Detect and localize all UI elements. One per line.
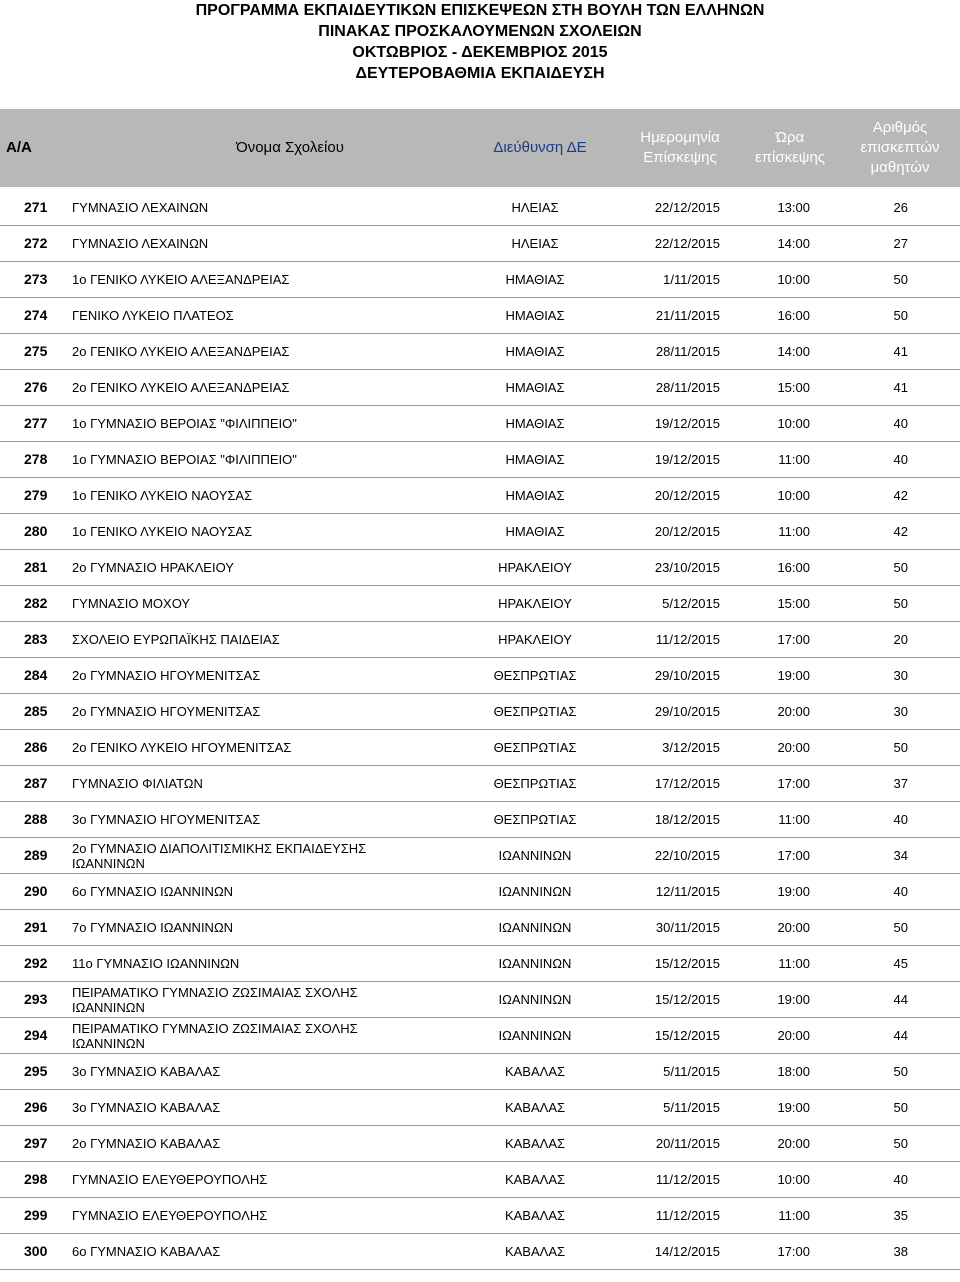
visit-date: 15/12/2015	[654, 956, 720, 971]
row-number: 284	[24, 667, 48, 683]
school-name: 1ο ΓΥΜΝΑΣΙΟ ΒΕΡΟΙΑΣ "ΦΙΛΙΠΠΕΙΟ"	[72, 416, 297, 431]
visit-date: 29/10/2015	[654, 704, 720, 719]
visitor-count: 42	[893, 488, 908, 503]
visit-date: 22/10/2015	[654, 848, 720, 863]
visit-date: 11/12/2015	[655, 1208, 720, 1223]
table-row	[0, 694, 960, 730]
row-number: 295	[24, 1063, 48, 1079]
row-number: 291	[24, 919, 48, 935]
row-number: 299	[24, 1207, 48, 1223]
table-row	[0, 766, 960, 802]
directorate: ΚΑΒΑΛΑΣ	[504, 1172, 566, 1187]
visitor-count: 40	[893, 884, 908, 899]
visitor-count: 44	[893, 992, 908, 1007]
visit-time: 11:00	[778, 956, 810, 971]
school-name: 1ο ΓΕΝΙΚΟ ΛΥΚΕΙΟ ΑΛΕΞΑΝΔΡΕΙΑΣ	[72, 272, 290, 287]
directorate: ΗΛΕΙΑΣ	[511, 236, 559, 251]
school-name: ΓΥΜΝΑΣΙΟ ΜΟΧΟΥ	[72, 596, 191, 611]
row-number: 274	[24, 307, 48, 323]
row-number: 290	[24, 883, 48, 899]
visitor-count: 41	[893, 380, 908, 395]
school-name: 2ο ΓΕΝΙΚΟ ΛΥΚΕΙΟ ΗΓΟΥΜΕΝΙΤΣΑΣ	[72, 740, 292, 755]
table-row	[0, 406, 960, 442]
visit-time: 17:00	[777, 1244, 810, 1259]
row-number: 294	[24, 1027, 48, 1043]
directorate: ΙΩΑΝΝΙΝΩΝ	[498, 1028, 572, 1043]
school-name: 6ο ΓΥΜΝΑΣΙΟ ΙΩΑΝΝΙΝΩΝ	[72, 884, 234, 899]
visitor-count: 50	[893, 1136, 908, 1151]
visit-time: 11:00	[778, 452, 810, 467]
visit-time: 17:00	[777, 776, 810, 791]
directorate: ΙΩΑΝΝΙΝΩΝ	[498, 992, 572, 1007]
visitor-count: 27	[893, 236, 908, 251]
visit-time: 20:00	[777, 920, 810, 935]
table-row	[0, 1162, 960, 1198]
school-name: 2ο ΓΥΜΝΑΣΙΟ ΔΙΑΠΟΛΙΤΙΣΜΙΚΗΣ ΕΚΠΑΙΔΕΥΣΗΣ ΙΩΑΝΝΙΝΩΝ	[72, 840, 367, 871]
school-name: ΓΥΜΝΑΣΙΟ ΛΕΧΑΙΝΩΝ	[72, 200, 209, 215]
school-name: 2ο ΓΥΜΝΑΣΙΟ ΗΡΑΚΛΕΙΟΥ	[72, 560, 234, 575]
visit-time: 20:00	[777, 1028, 810, 1043]
table-row	[0, 1054, 960, 1090]
table-row	[0, 1234, 960, 1270]
school-name: ΓΕΝΙΚΟ ΛΥΚΕΙΟ ΠΛΑΤΕΟΣ	[72, 308, 234, 323]
visitor-count: 30	[893, 668, 908, 683]
school-name: ΠΕΙΡΑΜΑΤΙΚΟ ΓΥΜΝΑΣΙΟ ΖΩΣΙΜΑΙΑΣ ΣΧΟΛΗΣ ΙΩΑΝΝΙΝΩΝ	[72, 984, 358, 1015]
table-row	[0, 838, 960, 874]
visit-date: 20/11/2015	[655, 1136, 720, 1151]
directorate: ΗΜΑΘΙΑΣ	[505, 416, 565, 431]
visit-date: 17/12/2015	[654, 776, 720, 791]
school-name: 1ο ΓΕΝΙΚΟ ΛΥΚΕΙΟ ΝΑΟΥΣΑΣ	[72, 488, 253, 503]
visit-time: 16:00	[777, 560, 810, 575]
visit-date: 21/11/2015	[655, 308, 720, 323]
table-row	[0, 550, 960, 586]
visit-time: 19:00	[777, 668, 810, 683]
table-row	[0, 1018, 960, 1054]
visitor-count: 20	[893, 632, 908, 647]
visitor-count: 35	[893, 1208, 908, 1223]
school-name: 2ο ΓΥΜΝΑΣΙΟ ΗΓΟΥΜΕΝΙΤΣΑΣ	[72, 668, 261, 683]
visit-time: 13:00	[777, 200, 810, 215]
table-row	[0, 622, 960, 658]
visit-time: 10:00	[777, 272, 810, 287]
table-row	[0, 442, 960, 478]
visit-date: 1/11/2015	[663, 272, 720, 287]
visit-date: 20/12/2015	[654, 524, 720, 539]
visit-time: 18:00	[777, 1064, 810, 1079]
visit-time: 17:00	[777, 848, 810, 863]
school-name: 1ο ΓΥΜΝΑΣΙΟ ΒΕΡΟΙΑΣ "ΦΙΛΙΠΠΕΙΟ"	[72, 452, 297, 467]
visit-date: 11/12/2015	[655, 632, 720, 647]
visit-time: 15:00	[777, 596, 810, 611]
row-number: 271	[24, 199, 48, 215]
column-header-visit-date: Ημερομηνία Επίσκεψης	[640, 129, 720, 166]
visit-time: 10:00	[777, 488, 810, 503]
row-number: 277	[24, 415, 48, 431]
table-row	[0, 586, 960, 622]
school-name: 7ο ΓΥΜΝΑΣΙΟ ΙΩΑΝΝΙΝΩΝ	[72, 920, 234, 935]
school-name: ΓΥΜΝΑΣΙΟ ΕΛΕΥΘΕΡΟΥΠΟΛΗΣ	[72, 1208, 268, 1223]
directorate: ΚΑΒΑΛΑΣ	[504, 1136, 566, 1151]
document-subtitle: ΠΙΝΑΚΑΣ ΠΡΟΣΚΑΛΟΥΜΕΝΩΝ ΣΧΟΛΕΙΩΝ	[318, 23, 642, 40]
row-number: 279	[24, 487, 48, 503]
visit-date: 18/12/2015	[654, 812, 720, 827]
row-number: 288	[24, 811, 48, 827]
school-name: 3ο ΓΥΜΝΑΣΙΟ ΗΓΟΥΜΕΝΙΤΣΑΣ	[72, 812, 261, 827]
visitor-count: 50	[893, 920, 908, 935]
visitor-count: 50	[893, 596, 908, 611]
column-header-aa: Α/Α	[6, 139, 32, 156]
directorate: ΗΡΑΚΛΕΙΟΥ	[498, 560, 572, 575]
visit-time: 16:00	[777, 308, 810, 323]
visit-date: 28/11/2015	[655, 344, 720, 359]
visitor-count: 37	[893, 776, 908, 791]
table-row	[0, 514, 960, 550]
school-name: 2ο ΓΥΜΝΑΣΙΟ ΗΓΟΥΜΕΝΙΤΣΑΣ	[72, 704, 261, 719]
directorate: ΙΩΑΝΝΙΝΩΝ	[498, 920, 572, 935]
visit-date: 29/10/2015	[654, 668, 720, 683]
visit-date: 5/11/2015	[663, 1100, 720, 1115]
visit-date: 15/12/2015	[654, 1028, 720, 1043]
directorate: ΚΑΒΑΛΑΣ	[504, 1208, 566, 1223]
visit-date: 28/11/2015	[655, 380, 720, 395]
directorate: ΘΕΣΠΡΩΤΙΑΣ	[493, 776, 577, 791]
visit-date: 5/11/2015	[663, 1064, 720, 1079]
table-row	[0, 910, 960, 946]
school-name: 1ο ΓΕΝΙΚΟ ΛΥΚΕΙΟ ΝΑΟΥΣΑΣ	[72, 524, 253, 539]
table-row	[0, 1126, 960, 1162]
visit-time: 10:00	[777, 1172, 810, 1187]
table-row	[0, 226, 960, 262]
visitor-count: 40	[893, 812, 908, 827]
visit-time: 14:00	[777, 236, 810, 251]
table-row	[0, 982, 960, 1018]
row-number: 293	[24, 991, 48, 1007]
directorate: ΚΑΒΑΛΑΣ	[504, 1244, 566, 1259]
table-row	[0, 874, 960, 910]
directorate: ΗΜΑΘΙΑΣ	[505, 380, 565, 395]
table-row	[0, 370, 960, 406]
row-number: 281	[24, 559, 48, 575]
table-row	[0, 1090, 960, 1126]
visit-date: 30/11/2015	[655, 920, 720, 935]
school-name: 3ο ΓΥΜΝΑΣΙΟ ΚΑΒΑΛΑΣ	[72, 1064, 221, 1079]
directorate: ΘΕΣΠΡΩΤΙΑΣ	[493, 740, 577, 755]
visit-time: 14:00	[777, 344, 810, 359]
table-row	[0, 298, 960, 334]
visitor-count: 40	[893, 452, 908, 467]
school-name: 2ο ΓΕΝΙΚΟ ΛΥΚΕΙΟ ΑΛΕΞΑΝΔΡΕΙΑΣ	[72, 380, 290, 395]
visitor-count: 34	[893, 848, 908, 863]
row-number: 298	[24, 1171, 48, 1187]
visit-date: 12/11/2015	[655, 884, 720, 899]
directorate: ΗΡΑΚΛΕΙΟΥ	[498, 632, 572, 647]
school-name: 6ο ΓΥΜΝΑΣΙΟ ΚΑΒΑΛΑΣ	[72, 1244, 221, 1259]
row-number: 297	[24, 1135, 48, 1151]
row-number: 286	[24, 739, 48, 755]
directorate: ΘΕΣΠΡΩΤΙΑΣ	[493, 704, 577, 719]
table-row	[0, 946, 960, 982]
visitor-count: 50	[893, 740, 908, 755]
row-number: 287	[24, 775, 48, 791]
visit-time: 11:00	[778, 812, 810, 827]
directorate: ΗΡΑΚΛΕΙΟΥ	[498, 596, 572, 611]
visitor-count: 50	[893, 272, 908, 287]
visit-date: 19/12/2015	[654, 452, 720, 467]
table-row	[0, 1198, 960, 1234]
directorate: ΗΜΑΘΙΑΣ	[505, 452, 565, 467]
table-row	[0, 658, 960, 694]
row-number: 283	[24, 631, 48, 647]
table-row	[0, 334, 960, 370]
table-row	[0, 190, 960, 226]
visitor-count: 50	[893, 560, 908, 575]
row-number: 289	[24, 847, 48, 863]
visitor-count: 42	[893, 524, 908, 539]
row-number: 296	[24, 1099, 48, 1115]
column-header-visit-time: Ώρα επίσκεψης	[754, 129, 826, 166]
table-row	[0, 478, 960, 514]
column-header-visitor-count: Αριθμός επισκεπτών μαθητών	[860, 119, 940, 176]
row-number: 276	[24, 379, 48, 395]
directorate: ΙΩΑΝΝΙΝΩΝ	[498, 884, 572, 899]
directorate: ΘΕΣΠΡΩΤΙΑΣ	[493, 812, 577, 827]
directorate: ΗΜΑΘΙΑΣ	[505, 488, 565, 503]
school-name: ΓΥΜΝΑΣΙΟ ΛΕΧΑΙΝΩΝ	[72, 236, 209, 251]
visit-time: 20:00	[777, 704, 810, 719]
school-name: ΓΥΜΝΑΣΙΟ ΕΛΕΥΘΕΡΟΥΠΟΛΗΣ	[72, 1172, 268, 1187]
directorate: ΙΩΑΝΝΙΝΩΝ	[498, 956, 572, 971]
row-number: 280	[24, 523, 48, 539]
table-row	[0, 730, 960, 766]
row-number: 292	[24, 955, 48, 971]
visitor-count: 40	[893, 1172, 908, 1187]
directorate: ΘΕΣΠΡΩΤΙΑΣ	[493, 668, 577, 683]
visit-date: 22/12/2015	[654, 236, 720, 251]
visitor-count: 38	[893, 1244, 908, 1259]
visit-date: 14/12/2015	[654, 1244, 720, 1259]
row-number: 272	[24, 235, 48, 251]
row-number: 273	[24, 271, 48, 287]
directorate: ΚΑΒΑΛΑΣ	[504, 1064, 566, 1079]
school-name: 2ο ΓΕΝΙΚΟ ΛΥΚΕΙΟ ΑΛΕΞΑΝΔΡΕΙΑΣ	[72, 344, 290, 359]
directorate: ΗΜΑΘΙΑΣ	[505, 344, 565, 359]
visit-time: 20:00	[777, 1136, 810, 1151]
visit-date: 20/12/2015	[654, 488, 720, 503]
directorate: ΗΜΑΘΙΑΣ	[505, 308, 565, 323]
visit-date: 19/12/2015	[654, 416, 720, 431]
visit-date: 22/12/2015	[654, 200, 720, 215]
document-title: ΠΡΟΓΡΑΜΜΑ ΕΚΠΑΙΔΕΥΤΙΚΩΝ ΕΠΙΣΚΕΨΕΩΝ ΣΤΗ ΒΟΥΛΗ ΤΩΝ ΕΛΛΗΝΩΝ	[195, 2, 765, 19]
visitor-count: 50	[893, 1100, 908, 1115]
row-number: 282	[24, 595, 48, 611]
directorate: ΗΛΕΙΑΣ	[511, 200, 559, 215]
visitor-count: 30	[893, 704, 908, 719]
visit-time: 19:00	[777, 1100, 810, 1115]
table-header	[0, 108, 960, 188]
visit-date: 3/12/2015	[662, 740, 720, 755]
column-header-school-name: Όνομα Σχολείου	[236, 139, 344, 156]
school-name: ΓΥΜΝΑΣΙΟ ΦΙΛΙΑΤΩΝ	[72, 776, 203, 791]
visit-time: 19:00	[777, 884, 810, 899]
visit-time: 10:00	[777, 416, 810, 431]
visit-date: 5/12/2015	[662, 596, 720, 611]
table-row	[0, 802, 960, 838]
visit-time: 17:00	[777, 632, 810, 647]
visitor-count: 44	[893, 1028, 908, 1043]
visit-time: 11:00	[778, 1208, 810, 1223]
document-period: ΟΚΤΩΒΡΙΟΣ - ΔΕΚΕΜΒΡΙΟΣ 2015	[352, 44, 608, 61]
visit-date: 23/10/2015	[654, 560, 720, 575]
directorate: ΗΜΑΘΙΑΣ	[505, 272, 565, 287]
school-name: ΠΕΙΡΑΜΑΤΙΚΟ ΓΥΜΝΑΣΙΟ ΖΩΣΙΜΑΙΑΣ ΣΧΟΛΗΣ ΙΩΑΝΝΙΝΩΝ	[72, 1020, 358, 1051]
directorate: ΗΜΑΘΙΑΣ	[505, 524, 565, 539]
visit-time: 20:00	[777, 740, 810, 755]
school-name: ΣΧΟΛΕΙΟ ΕΥΡΩΠΑΪΚΗΣ ΠΑΙΔΕΙΑΣ	[72, 632, 280, 647]
row-number: 300	[24, 1243, 48, 1259]
row-number: 285	[24, 703, 48, 719]
document-level: ΔΕΥΤΕΡΟΒΑΘΜΙΑ ΕΚΠΑΙΔΕΥΣΗ	[355, 65, 605, 82]
visit-date: 15/12/2015	[654, 992, 720, 1007]
visitor-count: 40	[893, 416, 908, 431]
school-name: 3ο ΓΥΜΝΑΣΙΟ ΚΑΒΑΛΑΣ	[72, 1100, 221, 1115]
directorate: ΚΑΒΑΛΑΣ	[504, 1100, 566, 1115]
visitor-count: 45	[893, 956, 908, 971]
school-name: 11ο ΓΥΜΝΑΣΙΟ ΙΩΑΝΝΙΝΩΝ	[72, 956, 240, 971]
document-header	[0, 0, 960, 84]
visit-time: 11:00	[778, 524, 810, 539]
directorate: ΙΩΑΝΝΙΝΩΝ	[498, 848, 572, 863]
visitor-count: 41	[893, 344, 908, 359]
school-name: 2ο ΓΥΜΝΑΣΙΟ ΚΑΒΑΛΑΣ	[72, 1136, 221, 1151]
column-header-directorate: Διεύθυνση ΔΕ	[493, 139, 587, 156]
visitor-count: 50	[893, 1064, 908, 1079]
visit-date: 11/12/2015	[655, 1172, 720, 1187]
visitor-count: 50	[893, 308, 908, 323]
row-number: 278	[24, 451, 48, 467]
table-row	[0, 262, 960, 298]
visit-time: 19:00	[777, 992, 810, 1007]
row-number: 275	[24, 343, 48, 359]
visitor-count: 26	[893, 200, 908, 215]
visit-time: 15:00	[777, 380, 810, 395]
